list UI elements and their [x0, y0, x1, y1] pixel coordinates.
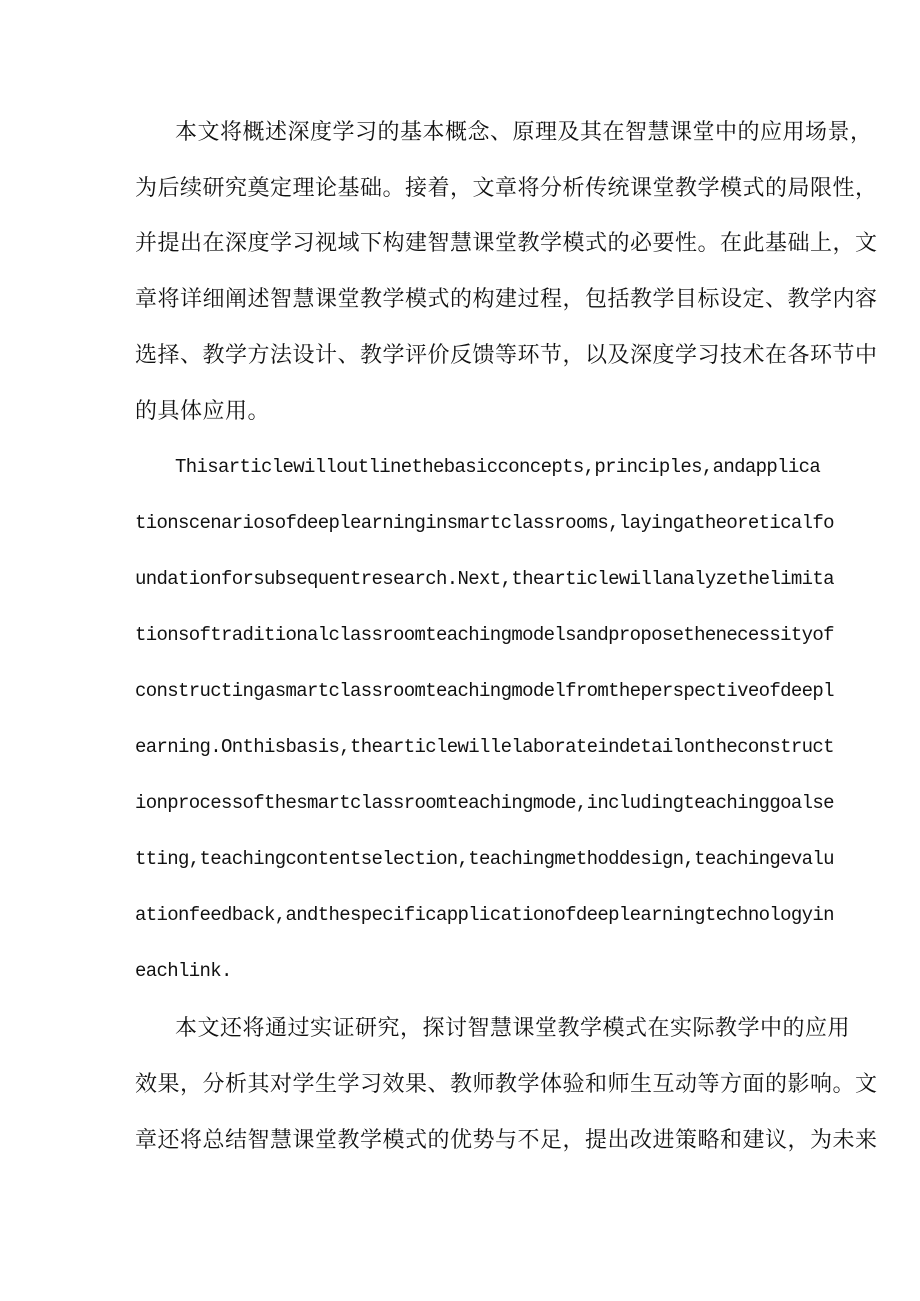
- paragraph-line: earning.Onthisbasis,thearticlewillelaborateindetailontheconstruct: [135, 736, 834, 758]
- paragraph-line: tionscenariosofdeeplearninginsmartclassrooms,layingatheoreticalfo: [135, 512, 834, 534]
- paragraph-line: Thisarticlewilloutlinethebasicconcepts,principles,andapplica: [175, 456, 821, 478]
- paragraph-line: 章将详细阐述智慧课堂教学模式的构建过程，包括教学目标设定、教学内容: [135, 287, 878, 312]
- paragraph-line: undationforsubsequentresearch.Next,thearticlewillanalyzethelimita: [135, 568, 834, 590]
- paragraph-line: 选择、教学方法设计、教学评价反馈等环节，以及深度学习技术在各环节中: [135, 343, 878, 368]
- paragraph-line: ationfeedback,andthespecificapplicationofdeeplearningtechnologyin: [135, 904, 834, 926]
- paragraph-line: 本文将概述深度学习的基本概念、原理及其在智慧课堂中的应用场景，: [175, 120, 873, 145]
- paragraph-line: ionprocessofthesmartclassroomteachingmode,includingteachinggoalse: [135, 792, 834, 814]
- paragraph-line: 为后续研究奠定理论基础。接着，文章将分析传统课堂教学模式的局限性，: [135, 176, 878, 201]
- paragraph-line: eachlink.: [135, 960, 232, 982]
- paragraph-line: tting,teachingcontentselection,teachingmethoddesign,teachingevalu: [135, 848, 834, 870]
- paragraph-line: tionsoftraditionalclassroomteachingmodelsandproposethenecessityof: [135, 624, 834, 646]
- paragraph-line: 本文还将通过实证研究，探讨智慧课堂教学模式在实际教学中的应用: [175, 1016, 851, 1041]
- paragraph-line: constructingasmartclassroomteachingmodelfromtheperspectiveofdeepl: [135, 680, 834, 702]
- paragraph-line: 效果，分析其对学生学习效果、教师教学体验和师生互动等方面的影响。文: [135, 1072, 878, 1097]
- paragraph-line: 的具体应用。: [135, 399, 271, 424]
- paragraph-line: 章还将总结智慧课堂教学模式的优势与不足，提出改进策略和建议，为未来: [135, 1128, 878, 1153]
- paragraph-line: 并提出在深度学习视域下构建智慧课堂教学模式的必要性。在此基础上，文: [135, 231, 878, 256]
